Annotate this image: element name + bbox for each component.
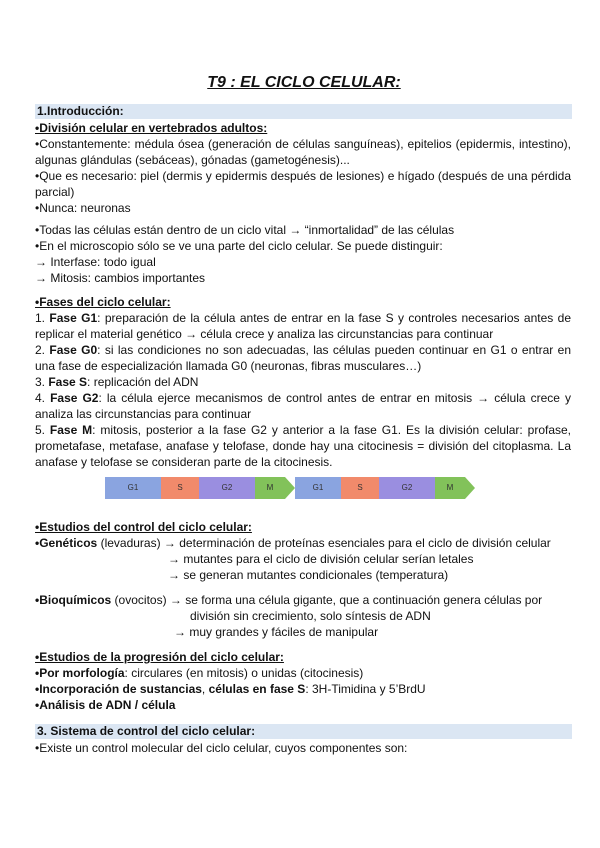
fase-item: 4. Fase G2: la célula ejerce mecanismos de control antes de entrar en mitosis → célula crece y analiza las circunstancias para continuar [35, 391, 571, 421]
subheading-progresion: •Estudios de la progresión del ciclo celular: [35, 650, 284, 664]
subheading-estudios: •Estudios del control del ciclo celular: [35, 520, 252, 534]
intro-paragraph: •Nunca: neuronas [35, 201, 131, 215]
page-title: T9 : EL CICLO CELULAR: [207, 74, 401, 91]
cycle-arrow-icon [285, 477, 295, 499]
subheading-division: •División celular en vertebrados adultos: [35, 121, 268, 135]
cycle-m: M [255, 477, 285, 499]
cycle-s: S [161, 477, 199, 499]
fase-item: 2. Fase G0: si las condiciones no son adecuadas, las células pueden continuar en G1 o entrar en una fase de especialización llamada G0 (neuronas, fibras musculares…) [35, 343, 572, 373]
sistema-paragraph: •Existe un control molecular del ciclo celular, cuyos componentes son: [35, 741, 408, 755]
intro-paragraph: •Que es necesario: piel (dermis y epidermis después de lesiones) e hígado (después de una pérdida parcial) [35, 169, 571, 199]
section-heading-introduccion: 1.Introducción: [35, 104, 572, 119]
cycle-g2: G2 [199, 477, 255, 499]
fase-item: 3. Fase S: replicación del ADN [35, 375, 199, 389]
intro-paragraph: → Mitosis: cambios importantes [35, 271, 206, 285]
intro-paragraph: → Interfase: todo igual [35, 255, 156, 269]
bioquimicos-block: •Bioquímicos (ovocitos) → se forma una célula gigante, que a continuación genera células por división sin crecimiento, solo síntesis de ADN → muy grandes y fáciles de manipular [35, 593, 543, 639]
cycle-g1: G1 [105, 477, 161, 499]
cycle-s: S [341, 477, 379, 499]
progresion-block: •Estudios de la progresión del ciclo celular: •Por morfología: circulares (en mitosis) o unidas (citocinesis) •Incorporación de sustancias, células en fase S: 3H-Timidina y 5’BrdU •Análisis de ADN / célula [35, 649, 571, 713]
intro-block-2 [35, 222, 571, 286]
subheading-fases: •Fases del ciclo celular: [35, 295, 171, 309]
section-heading-sistema: 3. Sistema de control del ciclo celular: [35, 724, 572, 739]
intro-paragraph: •En el microscopio sólo se ve una parte del ciclo celular. Se puede distinguir: [35, 239, 443, 253]
cycle-m: M [435, 477, 465, 499]
fase-item: 1. Fase G1: preparación de la célula antes de entrar en la fase S y controles necesarios antes de replicar el material genético → célula crece y analiza las circunstancias para continuar [35, 311, 571, 341]
fases-block [35, 294, 571, 470]
cycle-g2: G2 [379, 477, 435, 499]
estudios-block: •Estudios del control del ciclo celular: •Genéticos (levaduras) → determinación de proteínas esenciales para el ciclo de división celular → mutantes para el ciclo de división celular serían letales → se generan mutantes condicionales (temperatura) [35, 519, 571, 583]
cycle-g1: G1 [295, 477, 341, 499]
cell-cycle-diagram [105, 477, 508, 499]
cycle-arrow-icon [465, 477, 475, 499]
sistema-block [35, 740, 571, 756]
fase-item: 5. Fase M: mitosis, posterior a la fase G2 y anterior a la fase G1. Es la división celular: profase, prometafase, metafase, anafase y telofase, donde hay una citocinesis = división del citoplasma. La anafase y telofase se consideran parte de la citocinesis. [35, 423, 572, 469]
intro-paragraph: •Constantemente: médula ósea (generación de células sanguíneas), epitelios (epidermis, intestino), algunas glándulas (sebáceas), gónadas (gametogénesis)... [35, 137, 571, 167]
intro-paragraph: •Todas las células están dentro de un ciclo vital → “inmortalidad” de las células [35, 223, 455, 237]
intro-block [35, 120, 571, 216]
